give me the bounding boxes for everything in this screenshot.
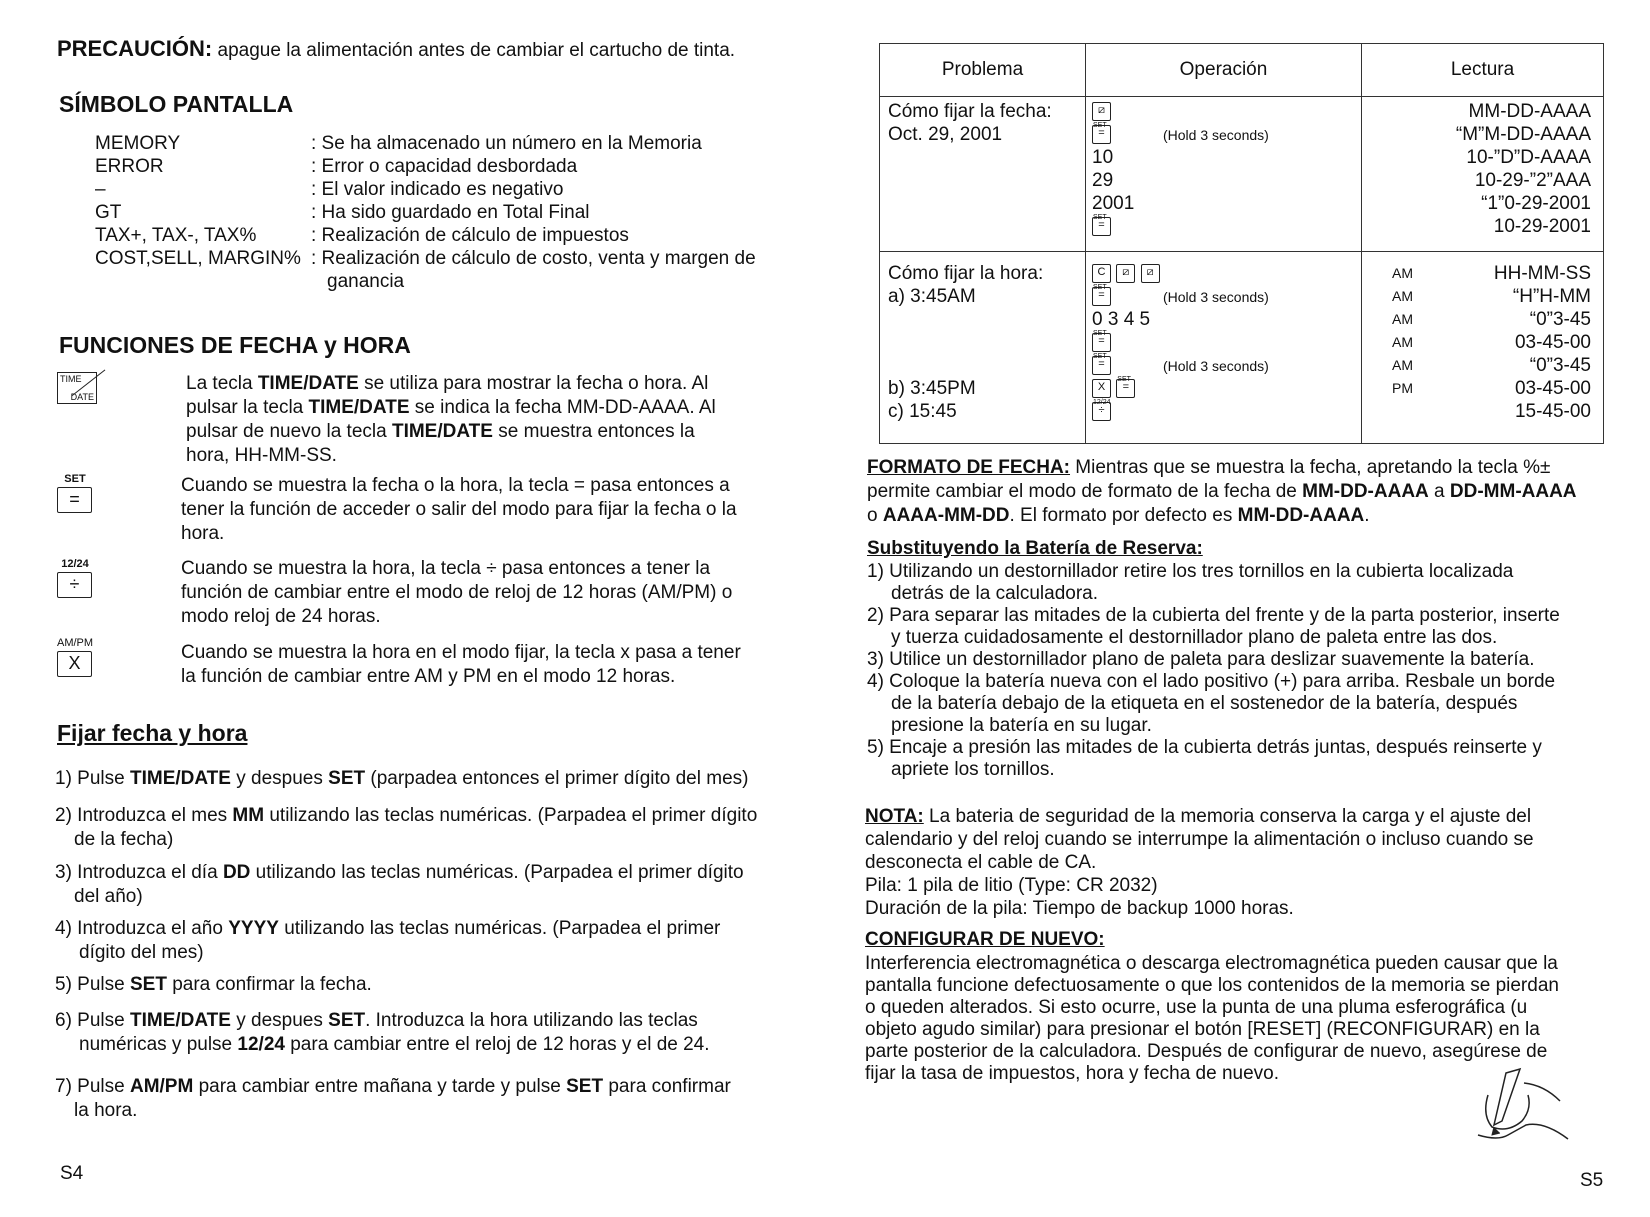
function-description: Cuando se muestra la fecha o la hora, la tecla = pasa entonces a tener la función de acceder o salir del modo para fijar la fecha o la hora. [181, 475, 737, 544]
list-item: 5) Encaje a presión las mitades de la cubierta detrás juntas, después reinserte y apriete los tornillos. [867, 737, 1542, 780]
symbols-title: SÍMBOLO PANTALLA [59, 91, 294, 117]
symbol-row: ERROR : Error o capacidad desbordada [95, 156, 578, 177]
equals-key-icon: = [1092, 333, 1111, 352]
list-item: 5) Pulse SET para confirmar la fecha. [55, 974, 372, 995]
time-date-key-icon: TIME DATE [57, 372, 97, 404]
symbol-row: GT : Ha sido guardado en Total Final [95, 202, 590, 223]
list-item: 6) Pulse TIME/DATE y despues SET. Introduzca la hora utilizando las teclas numéricas y pulse 12/24 para cambiar entre el reloj de 12 horas y el de 24. [55, 1010, 710, 1055]
page-number-left: S4 [60, 1163, 84, 1184]
date-reading-cell: MM-DD-AAAA “M”M-DD-AAAA 10-”D”D-AAAA 10-29-”2”AAA “1”0-29-2001 10-29-2001 [1362, 97, 1604, 252]
symbol-row: TAX+, TAX-, TAX% : Realización de cálculo de impuestos [95, 225, 629, 246]
function-description: Cuando se muestra la hora, la tecla ÷ pasa entonces a tener la función de cambiar entre el modo de reloj de 12 horas (AM/PM) o modo reloj de 24 horas. [181, 558, 733, 627]
battery-title: Substituyendo la Batería de Reserva: [867, 538, 1203, 559]
battery-steps [867, 561, 1560, 781]
time-date-key-icon: ⧄ [1141, 264, 1160, 283]
time-problem-cell: Cómo fijar la hora: a) 3:45AM b) 3:45PM c) 15:45 [880, 252, 1086, 444]
list-item: 3) Introduzca el día DD utilizando las teclas numéricas. (Parpadea el primer dígito del año) [55, 862, 744, 907]
list-item: 1) Utilizando un destornillador retire los tres tornillos en la cubierta localizada detrás de la calculadora. [867, 561, 1514, 604]
set-date-time-title: Fijar fecha y hora [57, 720, 248, 746]
set-key-icon: SET = [57, 473, 93, 513]
symbol-row: ganancia [327, 271, 405, 292]
symbol-row: – : El valor indicado es negativo [95, 179, 564, 200]
function-description: La tecla TIME/DATE se utiliza para mostrar la fecha o hora. Al pulsar la tecla TIME/DATE se indica la fecha MM-DD-AAAA. Al pulsar de nuevo la tecla TIME/DATE se muestra entonces la hora, HH-MM-SS. [186, 373, 716, 466]
list-item: 3) Utilice un destornillador plano de paleta para deslizar suavemente la batería. [867, 649, 1535, 670]
caution-label: PRECAUCIÓN: [57, 36, 213, 61]
divide-key-icon: 12/24 ÷ [57, 558, 93, 598]
note-section: NOTA: La bateria de seguridad de la memoria conserva la carga y el ajuste del calendario y del reloj cuando se interrumpe la alimentación o incluso cuando se desconecta el cable de CA. Pila: 1 pila de litio (Type: CR 2032) Duración de la pila: Tiempo de backup 1000 horas. [865, 806, 1534, 919]
list-item: 2) Introduzca el mes MM utilizando las teclas numéricas. (Parpadea el primer dígito de la fecha) [55, 805, 758, 850]
header-problem: Problema [880, 44, 1086, 97]
caution-text: apague la alimentación antes de cambiar el cartucho de tinta. [217, 40, 736, 61]
time-operation-cell: C ⧄ ⧄ SET = (Hold 3 seconds) 0 3 4 5 SET = SET = (Hold 3 seconds) X SET = 12/24 ÷ [1086, 252, 1362, 444]
divide-key-icon: ÷ [1092, 402, 1111, 421]
header-reading: Lectura [1362, 44, 1604, 97]
equals-key-icon: = [1092, 287, 1111, 306]
date-format-section: FORMATO DE FECHA: Mientras que se muestra la fecha, apretando la tecla %± permite cambiar el modo de formato de la fecha de MM-DD-AAAA a DD-MM-AAAA o AAAA-MM-DD. El formato por defecto es MM-DD-AAAA. [867, 457, 1577, 526]
multiply-key-icon: AM/PM X [57, 637, 93, 677]
functions-title: FUNCIONES DE FECHA y HORA [59, 332, 411, 358]
list-item: 4) Introduzca el año YYYY utilizando las teclas numéricas. (Parpadea el primer dígito del mes) [55, 918, 721, 963]
symbol-row: COST,SELL, MARGIN% : Realización de cálculo de costo, venta y margen de [95, 248, 756, 269]
equals-key-icon: = [1116, 379, 1135, 398]
set-steps [55, 767, 757, 1123]
multiply-key-icon: X [1092, 379, 1111, 398]
header-operation: Operación [1086, 44, 1362, 97]
list-item: 1) Pulse TIME/DATE y despues SET (parpadea entonces el primer dígito del mes) [55, 768, 749, 789]
time-date-key-icon: ⧄ [1116, 264, 1135, 283]
equals-key-icon: = [1092, 125, 1111, 144]
list-item: 4) Coloque la batería nueva con el lado positivo (+) para arriba. Resbale un borde de la batería debajo de la etiqueta en el sostenedor de la batería, después presione la batería en su lugar. [867, 671, 1556, 736]
equals-key-icon: = [1092, 217, 1111, 236]
reset-text: Interferencia electromagnética o descarga electromagnética pueden causar que la pantalla funcione defectuosamente o que los contenidos de la memoria se pierdan o queden alterados. Si esto ocurre, use la punta de una pluma esferográfica (u objeto agudo similar) para presionar el botón [RESET] (RECONFIGURAR) en la parte posterior de la calculadora. Después de configurar de nuevo, asegúrese de fijar la tasa de impuestos, hora y fecha de nuevo. [865, 953, 1559, 1084]
symbol-row: MEMORY : Se ha almacenado un número en la Memoria [95, 133, 702, 154]
clear-key-icon: C [1092, 264, 1111, 283]
note-label: NOTA: [865, 806, 924, 827]
page-number-right: S5 [1580, 1170, 1604, 1191]
time-reading-cell: AM HH-MM-SS AM “H”H-MM AM “0”3-45 AM 03-45-00 AM “0”3-45 PM 03-45-00 15-45-00 [1362, 252, 1604, 444]
date-operation-cell: ⧄ SET = (Hold 3 seconds) 10 29 2001 SET = [1086, 97, 1362, 252]
reset-title: CONFIGURAR DE NUEVO: [865, 929, 1105, 950]
format-label: FORMATO DE FECHA: [867, 457, 1071, 478]
function-description: Cuando se muestra la hora en el modo fijar, la tecla x pasa a tener la función de cambiar entre AM y PM en el modo 12 horas. [181, 642, 741, 687]
pen-reset-illustration-icon [1468, 1065, 1578, 1151]
time-date-key-icon: ⧄ [1092, 102, 1111, 121]
date-problem-cell: Cómo fijar la fecha: Oct. 29, 2001 [880, 97, 1086, 252]
equals-key-icon: = [1092, 356, 1111, 375]
list-item: 7) Pulse AM/PM para cambiar entre mañana y tarde y pulse SET para confirmar la hora. [55, 1076, 731, 1121]
list-item: 2) Para separar las mitades de la cubierta del frente y de la parta posterior, inserte y tuerza cuidadosamente el destornillador plano de paleta entre las dos. [867, 605, 1560, 648]
caution-line [57, 36, 735, 62]
time-date-table [879, 43, 1604, 444]
